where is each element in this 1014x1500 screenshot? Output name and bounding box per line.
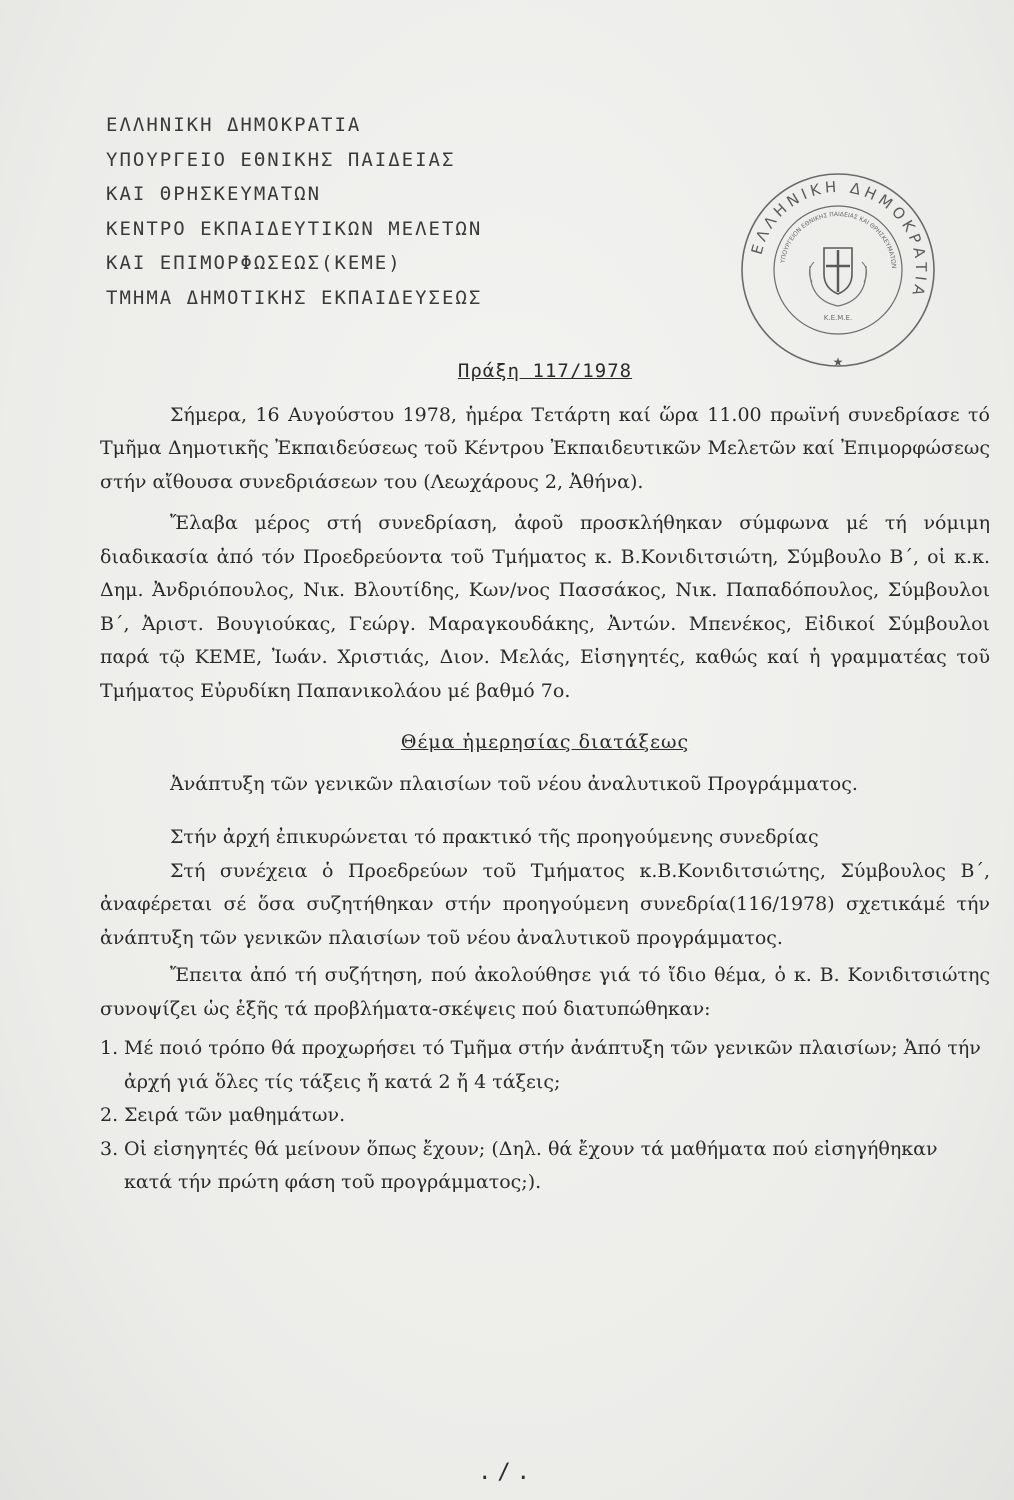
agenda-heading: Θέμα ἡμερησίας διατάξεως [400, 731, 690, 753]
document-body [100, 355, 990, 1200]
seal-inner-text: ΥΠΟΥΡΓΕΙΟΝ ΕΘΝΙΚΗΣ ΠΑΙΔΕΙΑΣ ΚΑΙ ΘΡΗΣΚΕΥΜΑΤΩΝ [779, 210, 898, 269]
document-title: Πράξη 117/1978 [457, 360, 633, 382]
coat-of-arms-icon [809, 248, 866, 306]
letterhead-line-6: ΤΜΗΜΑ ΔΗΜΟΤΙΚΗΣ ΕΚΠΑΙΔΕΥΣΕΩΣ [106, 286, 483, 309]
issues-list [100, 1032, 990, 1200]
seal-star-icon: ★ [832, 355, 844, 369]
letterhead-line-3: ΚΑΙ ΘΡΗΣΚΕΥΜΑΤΩΝ [106, 183, 322, 205]
paragraph-chair-summary: Στή συνέχεια ὁ Προεδρεύων τοῦ Τμήματος κ.Β.Κονιδιτσιώτης, Σύμβουλος Β΄, ἀναφέρεται σέ ὅσα συζητήθηκαν στήν προηγούμενη συνεδρία(116/1978) σχετικάμέ τήν ἀνάπτυξη τῶν γενικῶν πλαισίων τοῦ νέου ἀναλυτικοῦ προγράμματος. [100, 859, 990, 949]
paragraph-ratification: Στήν ἀρχή ἐπικυρώνεται τό πρακτικό τῆς προηγούμενης συνεδρίας [170, 826, 819, 848]
official-seal-stamp [738, 170, 938, 370]
letterhead-line-5: ΚΑΙ ΕΠΙΜΟΡΦΩΣΕΩΣ(ΚΕΜΕ) [106, 252, 402, 274]
list-item [100, 1099, 990, 1133]
list-item-number: 1. [100, 1037, 119, 1059]
attendance-paragraph: Ἔλαβα μέρος στή συνεδρίαση, ἀφοῦ προσκλήθηκαν σύμφωνα μέ τή νόμιμη διαδικασία ἀπό τόν Προεδρεύοντα τοῦ Τμήματος κ. Β.Κονιδιτσιώτη, Σύμβουλο Β΄, οἱ κ.κ. Δημ. Ἀνδριόπουλος, Νικ. Βλουτίδης, Κων/νος Πασσάκος, Νικ. Παπαδόπουλος, Σύμβουλοι Β΄, Ἀριστ. Βουγιούκας, Γεώργ. Μαραγκουδάκης, Ἀντών. Μπενέκος, Εἰδικοί Σύμβουλοι παρά τῷ ΚΕΜΕ, Ἰωάν. Χριστιάς, Διον. Μελάς, Εἰσηγητές, καθώς καί ἡ γραμματέας τοῦ Τμήματος Εὐρυδίκη Παπανικολάου μέ βαθμό 7ο. [100, 512, 990, 702]
list-item [100, 1133, 990, 1200]
agenda-item: Ἀνάπτυξη τῶν γενικῶν πλαισίων τοῦ νέου ἀναλυτικοῦ Προγράμματος. [170, 772, 858, 795]
page-continuation-mark: ./. [478, 1460, 536, 1485]
list-item [100, 1032, 990, 1099]
seal-outer-text: ΕΛΛΗΝΙΚΗ ΔΗΜΟΚΡΑΤΙΑ [747, 177, 931, 302]
list-item-text: Μέ ποιό τρόπο θά προχωρήσει τό Τμῆμα στήν ἀνάπτυξη τῶν γενικῶν πλαισίων; Ἀπό τήν ἀρχή γιά ὅλες τίς τάξεις ἤ κατά 2 ἤ 4 τάξεις; [124, 1037, 981, 1093]
list-item-number: 3. [100, 1137, 119, 1160]
paragraph-discussion: Ἔπειτα ἀπό τή συζήτηση, πού ἀκολούθησε γιά τό ἴδιο θέμα, ὁ κ. Β. Κονιδιτσιώτης συνοψίζει ὡς ἑξῆς τά προβλήματα-σκέψεις πού διατυπώθηκαν: [100, 964, 990, 1020]
letterhead-line-2: ΥΠΟΥΡΓΕΙΟ ΕΘΝΙΚΗΣ ΠΑΙΔΕΙΑΣ [106, 148, 456, 171]
list-item-text: Σειρά τῶν μαθημάτων. [124, 1104, 346, 1126]
list-item-number: 2. [100, 1104, 119, 1126]
seal-bottom-text: Κ.Ε.Μ.Ε. [823, 314, 853, 322]
list-item-text: Οἱ εἰσηγητές θά μείνουν ὅπως ἔχουν; (Δηλ. θά ἔχουν τά μαθήματα πού εἰσηγήθηκαν κατά τήν πρώτη φάση τοῦ προγράμματος;). [124, 1137, 938, 1193]
letterhead-line-4: ΚΕΝΤΡΟ ΕΚΠΑΙΔΕΥΤΙΚΩΝ ΜΕΛΕΤΩΝ [106, 217, 483, 240]
intro-paragraph: Σήμερα, 16 Αυγούστου 1978, ἡμέρα Τετάρτη καί ὥρα 11.00 πρωϊνή συνεδρίασε τό Τμῆμα Δημοτικῆς Ἐκπαιδεύσεως τοῦ Κέντρου Ἐκπαιδευτικῶν Μελετῶν καί Ἐπιμορφώσεως στήν αἴθουσα συνεδριάσεων του (Λεωχάρους 2, Ἀθήνα). [100, 403, 990, 493]
letterhead [106, 108, 482, 315]
letterhead-line-1: ΕΛΛΗΝΙΚΗ ΔΗΜΟΚΡΑΤΙΑ [106, 114, 362, 136]
